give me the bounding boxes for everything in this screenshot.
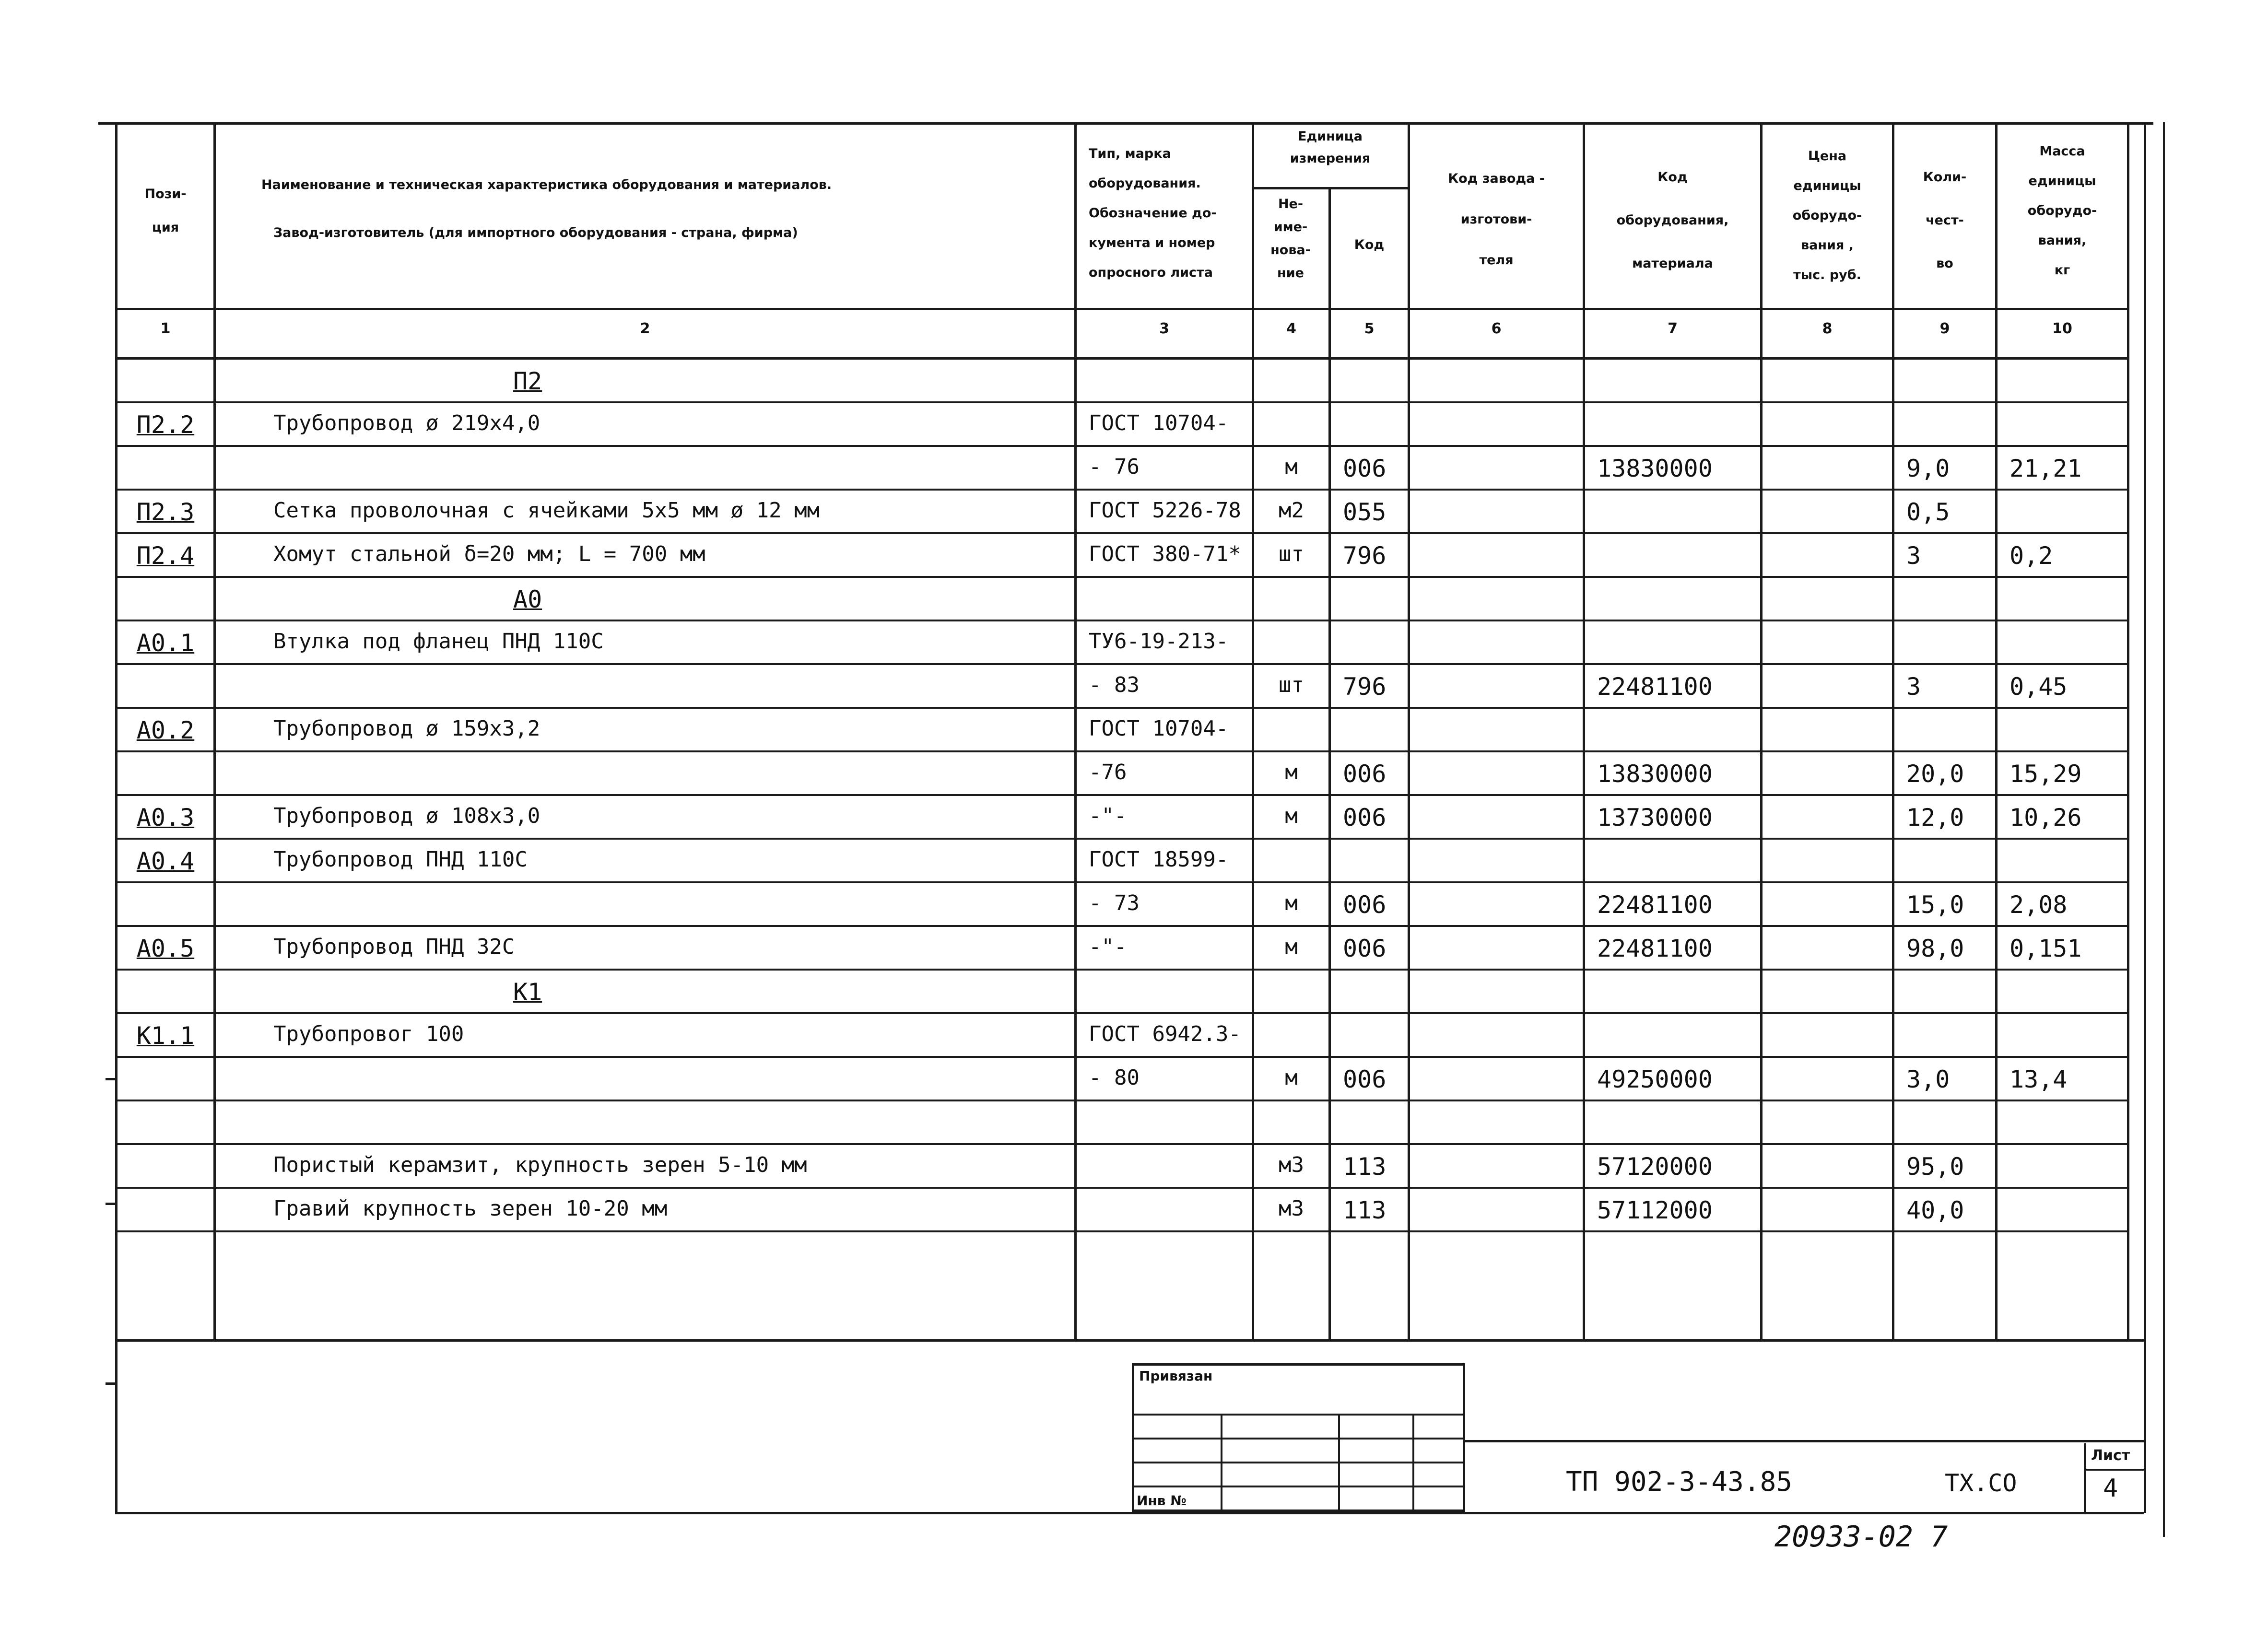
column-number-10: 10: [2052, 320, 2072, 337]
cell-mat: 22481100: [1597, 935, 1713, 962]
cell-doc: ГОСТ 10704-: [1089, 716, 1229, 741]
cell-doc: - 83: [1089, 673, 1140, 697]
col-divider-10: [2127, 122, 2129, 1340]
col-divider-7: [1760, 122, 1763, 1340]
cell-name: А0: [513, 585, 542, 613]
cell-name: Трубопровод ø 219х4,0: [273, 411, 541, 435]
header-bottom-rule: [115, 308, 2129, 310]
cell-mat: 13730000: [1597, 804, 1713, 831]
cell-name: Трубопровод ПНД 110С: [273, 847, 528, 872]
cell-code: 006: [1343, 1065, 1387, 1093]
cell-doc: - 80: [1089, 1065, 1140, 1090]
cell-name: Хомут стальной δ=20 мм; L = 700 мм: [273, 542, 705, 566]
stamp-row-4: [1132, 1486, 1465, 1487]
cell-pos: П2.3: [136, 498, 195, 526]
table-bottom-rule: [115, 1339, 2144, 1342]
stamp-col-2: [1338, 1414, 1340, 1512]
col-divider-2: [1074, 122, 1077, 1340]
col-divider-4: [1328, 187, 1331, 1340]
row-separator: [115, 532, 2129, 534]
column-number-8: 8: [1822, 320, 1833, 337]
cell-qty: 3,0: [1906, 1065, 1950, 1093]
row-separator: [115, 1056, 2129, 1058]
column-number-3: 3: [1159, 320, 1169, 337]
cell-code: 113: [1343, 1196, 1387, 1224]
cell-doc: ГОСТ 18599-: [1089, 847, 1229, 872]
frame-bottom: [115, 1512, 2144, 1514]
col-divider-5: [1408, 122, 1410, 1340]
col-divider-6: [1583, 122, 1585, 1340]
cell-pos: А0.5: [136, 935, 195, 962]
cell-doc: - 76: [1089, 455, 1140, 479]
cell-qty: 20,0: [1906, 760, 1964, 788]
cell-unit: м: [1285, 935, 1298, 959]
cell-name: К1: [513, 978, 542, 1006]
cell-mass: 0,151: [2009, 935, 2082, 962]
column-number-9: 9: [1939, 320, 1950, 337]
header-position: Пози- ция: [144, 187, 187, 235]
row-separator: [115, 707, 2129, 709]
column-number-4: 4: [1286, 320, 1296, 337]
cell-name: Сетка проволочная с ячейками 5х5 мм ø 12 мм: [273, 498, 820, 523]
cell-doc: ГОСТ 6942.3-: [1089, 1022, 1241, 1046]
cell-pos: А0.1: [136, 629, 195, 657]
cell-code: 006: [1343, 455, 1387, 482]
header-mass: Масса единицы оборудо- вания, кг: [2027, 144, 2097, 278]
cell-code: 006: [1343, 760, 1387, 788]
cell-name: Трубопровог 100: [273, 1022, 464, 1046]
row-separator: [115, 1230, 2129, 1232]
cell-pos: П2.2: [136, 411, 195, 439]
inventory-number-label: Инв №: [1137, 1493, 1187, 1509]
cell-qty: 3: [1906, 673, 1921, 701]
document-code: ТП 902-3-43.85: [1566, 1466, 1793, 1498]
frame-right: [2144, 122, 2146, 1513]
cell-mass: 10,26: [2009, 804, 2082, 831]
row-separator: [115, 620, 2129, 621]
cell-unit: м: [1285, 455, 1298, 479]
cell-unit: шт: [1279, 542, 1304, 566]
cell-mass: 21,21: [2009, 455, 2082, 482]
cell-name: Трубопровод ø 108х3,0: [273, 804, 541, 828]
cell-unit: м: [1285, 891, 1298, 915]
header-quantity: Коли- чест- во: [1923, 170, 1967, 271]
stamp-col-3: [1412, 1414, 1414, 1512]
privyazan-label: Привязан: [1139, 1368, 1213, 1384]
cell-code: 796: [1343, 673, 1387, 701]
cell-doc: - 73: [1089, 891, 1140, 915]
column-number-2: 2: [640, 320, 650, 337]
cell-qty: 95,0: [1906, 1153, 1964, 1181]
header-material-code: Код оборудования, материала: [1616, 170, 1729, 271]
cell-name: Гравий крупность зерен 10-20 мм: [273, 1196, 668, 1221]
row-separator: [115, 838, 2129, 840]
sheet-number: 4: [2103, 1474, 2118, 1503]
row-separator: [115, 489, 2129, 491]
cell-doc: -76: [1089, 760, 1127, 784]
header-unit-group: Единица измерения: [1290, 129, 1371, 166]
cell-mass: 13,4: [2009, 1065, 2068, 1093]
row-separator: [115, 1012, 2129, 1014]
cell-mat: 49250000: [1597, 1065, 1713, 1093]
cell-qty: 3: [1906, 542, 1921, 570]
row-separator: [115, 1187, 2129, 1189]
sheet-box-rule: [2084, 1469, 2144, 1471]
row-separator: [115, 576, 2129, 578]
cell-unit: м2: [1279, 498, 1304, 523]
row-separator: [115, 881, 2129, 883]
cell-code: 006: [1343, 804, 1387, 831]
cell-mass: 2,08: [2009, 891, 2068, 919]
cell-qty: 12,0: [1906, 804, 1964, 831]
row-separator: [115, 663, 2129, 665]
cell-pos: П2.4: [136, 542, 195, 570]
cell-name: Пористый керамзит, крупность зерен 5-10 мм: [273, 1153, 807, 1177]
cell-mat: 13830000: [1597, 455, 1713, 482]
cell-mass: 0,45: [2009, 673, 2068, 701]
col-divider-9: [1995, 122, 1998, 1340]
cell-code: 113: [1343, 1153, 1387, 1181]
cell-name: Втулка под фланец ПНД 110С: [273, 629, 604, 654]
cell-code: 055: [1343, 498, 1387, 526]
cell-unit: м: [1285, 1065, 1298, 1090]
column-number-6: 6: [1491, 320, 1502, 337]
header-unit-name: Не- име- нова- ние: [1270, 197, 1311, 281]
col-divider-8: [1892, 122, 1894, 1340]
cell-unit: м3: [1279, 1196, 1304, 1221]
cell-unit: м: [1285, 760, 1298, 784]
col-divider-1: [213, 122, 216, 1340]
cell-pos: А0.4: [136, 847, 195, 875]
cell-code: 006: [1343, 891, 1387, 919]
margin-tick-3: [106, 1382, 118, 1385]
row-separator: [115, 401, 2129, 403]
cell-qty: 9,0: [1906, 455, 1950, 482]
row-separator: [115, 794, 2129, 796]
archive-number: 20933-02 7: [1774, 1520, 1948, 1554]
cell-doc: ТУ6-19-213-: [1089, 629, 1229, 654]
row-separator: [115, 1100, 2129, 1101]
cell-doc: -"-: [1089, 935, 1127, 959]
stamp-row-2: [1132, 1438, 1465, 1439]
header-name-line1: Наименование и техническая характеристика оборудования и материалов.: [261, 177, 832, 192]
stamp-top-rule: [1465, 1440, 2144, 1442]
cell-pos: А0.2: [136, 716, 195, 744]
cell-unit: м: [1285, 804, 1298, 828]
cell-qty: 40,0: [1906, 1196, 1964, 1224]
cell-name: Трубопровод ø 159х3,2: [273, 716, 541, 741]
row-separator: [115, 445, 2129, 447]
stamp-col-1: [1221, 1414, 1222, 1512]
cell-doc: -"-: [1089, 804, 1127, 828]
cell-qty: 98,0: [1906, 935, 1964, 962]
header-plant-code: Код завода - изготови- теля: [1448, 171, 1545, 268]
margin-tick-2: [106, 1203, 118, 1205]
cell-doc: ГОСТ 5226-78: [1089, 498, 1241, 523]
row-separator: [115, 925, 2129, 927]
cell-name: Трубопровод ПНД 32С: [273, 935, 515, 959]
header-name-line2: Завод-изготовитель (для импортного оборудования - страна, фирма): [273, 225, 798, 240]
cell-name: П2: [513, 367, 542, 395]
document-mark: ТХ.СО: [1945, 1469, 2017, 1497]
cell-mat: 22481100: [1597, 891, 1713, 919]
header-unit-code: Код: [1354, 237, 1385, 252]
cell-pos: А0.3: [136, 804, 195, 831]
cell-mass: 15,29: [2009, 760, 2082, 788]
cell-doc: ГОСТ 380-71*: [1089, 542, 1241, 566]
row-separator: [115, 750, 2129, 752]
column-number-rule: [115, 357, 2129, 360]
row-separator: [115, 969, 2129, 971]
header-price: Цена единицы оборудо- вания , тыс. руб.: [1792, 149, 1862, 282]
cell-qty: 15,0: [1906, 891, 1964, 919]
cell-code: 796: [1343, 542, 1387, 570]
margin-tick-1: [106, 1078, 118, 1080]
stamp-row-1: [1132, 1414, 1465, 1416]
sheet-label: Лист: [2091, 1447, 2130, 1464]
cell-mat: 22481100: [1597, 673, 1713, 701]
cell-code: 006: [1343, 935, 1387, 962]
cell-unit: шт: [1279, 673, 1304, 697]
column-number-5: 5: [1364, 320, 1375, 337]
cell-mat: 57112000: [1597, 1196, 1713, 1224]
row-separator: [115, 1143, 2129, 1145]
stamp-row-3: [1132, 1462, 1465, 1463]
cell-qty: 0,5: [1906, 498, 1950, 526]
cell-mat: 13830000: [1597, 760, 1713, 788]
header-type-doc: Тип, марка оборудования. Обозначение до- кумента и номер опросного листа: [1089, 146, 1217, 280]
cell-pos: К1.1: [136, 1022, 195, 1050]
cell-mass: 0,2: [2009, 542, 2053, 570]
frame-top: [98, 122, 2153, 125]
cell-mat: 57120000: [1597, 1153, 1713, 1181]
cell-unit: м3: [1279, 1153, 1304, 1177]
column-number-1: 1: [160, 320, 171, 337]
cell-doc: ГОСТ 10704-: [1089, 411, 1229, 435]
outer-right-edge: [2163, 122, 2165, 1537]
column-number-7: 7: [1668, 320, 1678, 337]
